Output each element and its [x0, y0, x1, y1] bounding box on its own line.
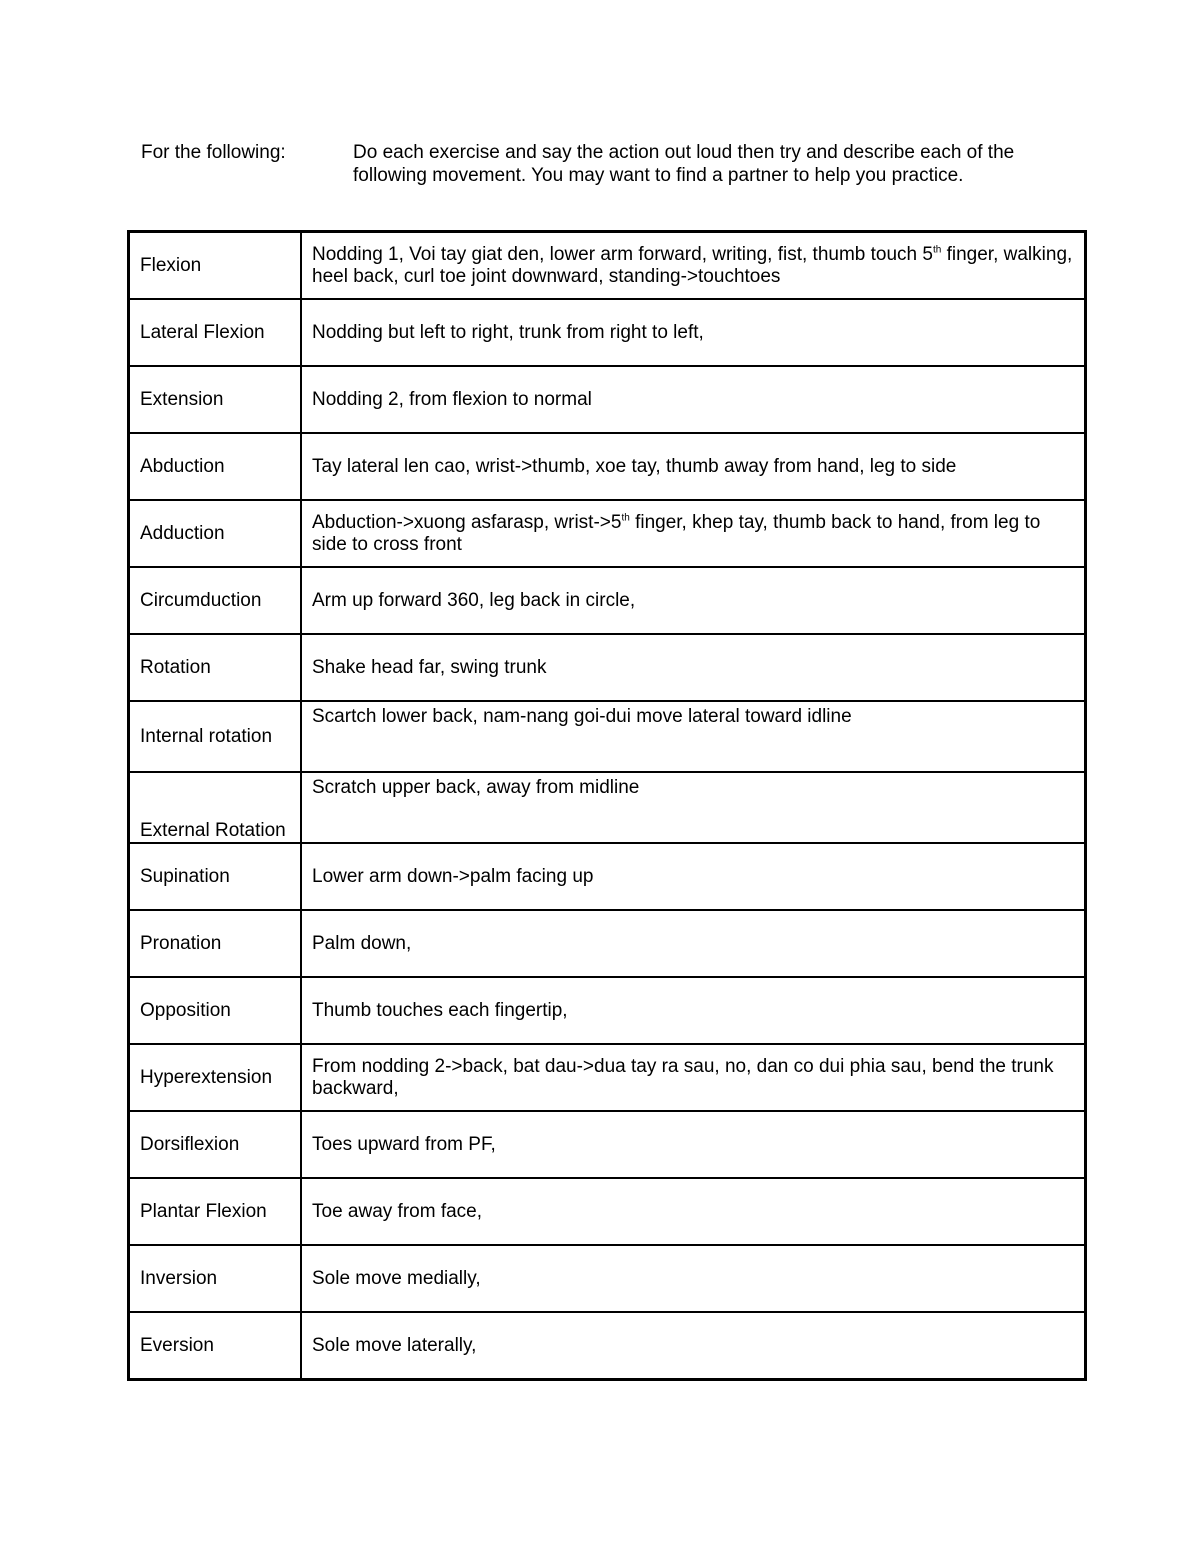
- movement-term: External Rotation: [129, 772, 302, 843]
- table-row: [129, 232, 1086, 300]
- table-row: [129, 977, 1086, 1044]
- table-row: [129, 910, 1086, 977]
- movement-description: Arm up forward 360, leg back in circle,: [301, 567, 1086, 634]
- movement-term: Circumduction: [129, 567, 302, 634]
- table-row: [129, 299, 1086, 366]
- table-row: [129, 1044, 1086, 1111]
- movement-description: Scratch upper back, away from midline: [301, 772, 1086, 843]
- movement-term: Eversion: [129, 1312, 302, 1380]
- table-row: [129, 634, 1086, 701]
- movement-description: Thumb touches each fingertip,: [301, 977, 1086, 1044]
- movement-term: Extension: [129, 366, 302, 433]
- instructions-label: For the following:: [141, 142, 286, 163]
- movement-description: Palm down,: [301, 910, 1086, 977]
- movement-term: Supination: [129, 843, 302, 910]
- movement-description: Lower arm down->palm facing up: [301, 843, 1086, 910]
- movement-table: [127, 230, 1087, 1381]
- table-row: [129, 1312, 1086, 1380]
- table-row: [129, 366, 1086, 433]
- movement-description: Toe away from face,: [301, 1178, 1086, 1245]
- movement-term: Adduction: [129, 500, 302, 567]
- movement-term: Opposition: [129, 977, 302, 1044]
- movement-description: Abduction->xuong asfarasp, wrist->5th finger, khep tay, thumb back to hand, from leg to side to cross front: [301, 500, 1086, 567]
- movement-description: Sole move laterally,: [301, 1312, 1086, 1380]
- movement-term: Hyperextension: [129, 1044, 302, 1111]
- table-row: [129, 772, 1086, 843]
- table-row: [129, 701, 1086, 772]
- movement-term: Abduction: [129, 433, 302, 500]
- movement-description: Scartch lower back, nam-nang goi-dui move lateral toward idline: [301, 701, 1086, 772]
- table-row: [129, 1178, 1086, 1245]
- movement-description: Sole move medially,: [301, 1245, 1086, 1312]
- movement-description: Toes upward from PF,: [301, 1111, 1086, 1178]
- movement-description: Shake head far, swing trunk: [301, 634, 1086, 701]
- movement-term: Pronation: [129, 910, 302, 977]
- table-row: [129, 500, 1086, 567]
- movement-term: Internal rotation: [129, 701, 302, 772]
- movement-description: Nodding 2, from flexion to normal: [301, 366, 1086, 433]
- table-row: [129, 433, 1086, 500]
- movement-term: Flexion: [129, 232, 302, 300]
- movement-term: Inversion: [129, 1245, 302, 1312]
- movement-term: Rotation: [129, 634, 302, 701]
- movement-description: Tay lateral len cao, wrist->thumb, xoe tay, thumb away from hand, leg to side: [301, 433, 1086, 500]
- table-row: [129, 1111, 1086, 1178]
- table-row: [129, 843, 1086, 910]
- table-row: [129, 567, 1086, 634]
- movement-description: From nodding 2->back, bat dau->dua tay ra sau, no, dan co dui phia sau, bend the trunk backward,: [301, 1044, 1086, 1111]
- movement-description: Nodding 1, Voi tay giat den, lower arm forward, writing, fist, thumb touch 5th finger, walking, heel back, curl toe joint downward, standing->touchtoes: [301, 232, 1086, 300]
- movement-term: Dorsiflexion: [129, 1111, 302, 1178]
- movement-description: Nodding but left to right, trunk from right to left,: [301, 299, 1086, 366]
- instructions-text: Do each exercise and say the action out loud then try and describe each of the following movement. You may want to find a partner to help you practice.: [353, 142, 1015, 186]
- movement-term: Plantar Flexion: [129, 1178, 302, 1245]
- table-row: [129, 1245, 1086, 1312]
- movement-term: Lateral Flexion: [129, 299, 302, 366]
